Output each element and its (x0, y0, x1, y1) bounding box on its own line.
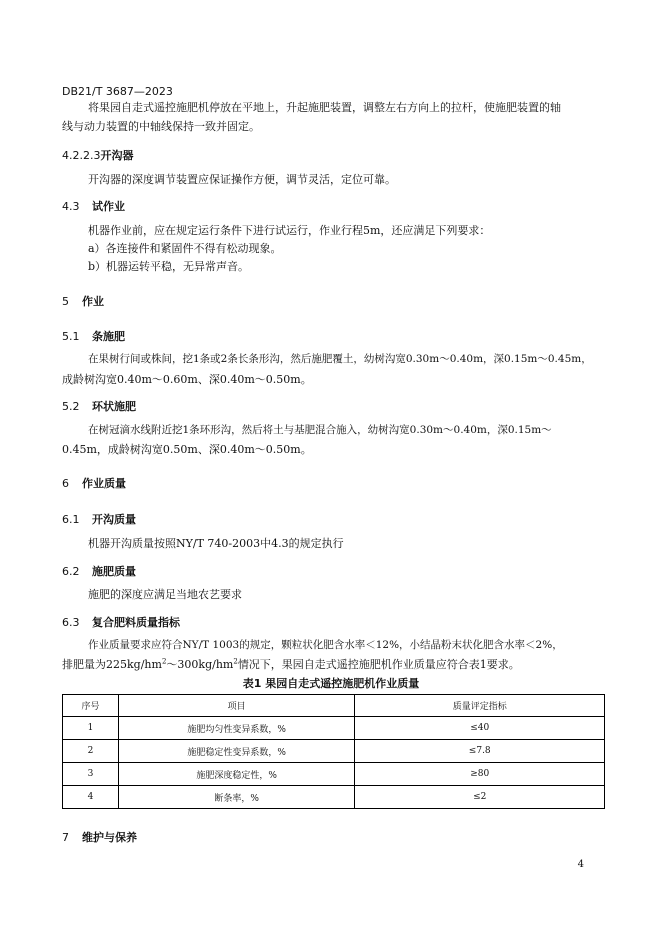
paragraph: 成龄树沟宽0.40m～0.60m、深0.40m～0.50m。 (62, 373, 312, 386)
table-header-row (63, 695, 605, 717)
cell-item: 施肥均匀性变异系数，% (118, 717, 355, 740)
table-row (63, 740, 605, 763)
cell-no: 3 (63, 763, 119, 786)
table-row (63, 763, 605, 786)
heading-5-2 (62, 398, 136, 414)
heading-number: 5 (62, 295, 69, 308)
paragraph: 开沟器的深度调节装置应保证操作方便，调节灵活，定位可靠。 (88, 173, 396, 186)
paragraph: 施肥的深度应满足当地农艺要求 (88, 588, 242, 601)
heading-4-3 (62, 198, 125, 214)
table-row (63, 786, 605, 809)
heading-title: 作业 (82, 295, 104, 308)
paragraph-with-units: 排肥量为$225kg/hm^2\sim 300kg/hm^2$情况下，果园自走式遥控施肥机作业质量应符合表1要求。 (62, 657, 520, 671)
heading-number: 5.2 (62, 400, 80, 413)
heading-number: 6.2 (62, 565, 80, 578)
heading-5-1 (62, 328, 125, 344)
heading-title: 复合肥料质量指标 (92, 616, 180, 629)
heading-4-2-2-3 (62, 147, 133, 163)
cell-index: ≥80 (355, 763, 605, 786)
heading-6-1 (62, 511, 136, 527)
heading-number: 4.2.2.3 (62, 149, 101, 162)
cell-no: 1 (63, 717, 119, 740)
table-caption: 表1 果园自走式遥控施肥机作业质量 (242, 677, 420, 690)
heading-number: 4.3 (62, 200, 80, 213)
paragraph: 在果树行间或株间，挖1条或2条长条形沟，然后施肥覆土，幼树沟宽0.30m～0.40m，深0.15m～0.45m， (88, 353, 592, 365)
document-id: DB21/T 3687—2023 (62, 85, 173, 98)
column-header-item: 项目 (118, 695, 355, 717)
heading-title: 维护与保养 (82, 831, 137, 844)
heading-5 (62, 293, 104, 309)
paragraph: 0.45m，成龄树沟宽0.50m、深0.40m～0.50m。 (62, 443, 312, 456)
heading-title: 开沟器 (100, 149, 134, 162)
list-item-a: a）各连接件和紧固件不得有松动现象。 (88, 242, 282, 255)
paragraph: 在树冠滴水线附近挖1条环形沟，然后将土与基肥混合施入，幼树沟宽0.30m～0.40m，深0.15m～ (88, 424, 552, 436)
quality-table (62, 694, 605, 809)
paragraph: 机器开沟质量按照NY/T 740-2003中4.3的规定执行 (88, 537, 344, 550)
intro-line-2: 线与动力装置的中轴线保持一致并固定。 (62, 120, 260, 133)
cell-index: ≤40 (355, 717, 605, 740)
heading-title: 作业质量 (82, 477, 126, 490)
paragraph: 作业质量要求应符合NY/T 1003的规定，颗粒状化肥含水率＜12%，小结晶粉末状化肥含水率＜2%， (88, 639, 563, 651)
cell-no: 4 (63, 786, 119, 809)
cell-index: ≤2 (355, 786, 605, 809)
cell-index: ≤7.8 (355, 740, 605, 763)
heading-title: 环状施肥 (92, 400, 136, 413)
column-header-index: 质量评定指标 (355, 695, 605, 717)
table-row (63, 717, 605, 740)
cell-item: 施肥深度稳定性，% (118, 763, 355, 786)
page-number: 4 (577, 859, 584, 870)
heading-number: 5.1 (62, 330, 80, 343)
heading-number: 6.3 (62, 616, 80, 629)
heading-title: 条施肥 (92, 330, 125, 343)
heading-number: 7 (62, 831, 69, 844)
heading-7 (62, 829, 137, 845)
heading-number: 6.1 (62, 513, 80, 526)
cell-no: 2 (63, 740, 119, 763)
cell-item: 断条率，% (118, 786, 355, 809)
intro-line-1: 将果园自走式遥控施肥机停放在平地上，升起施肥装置，调整左右方向上的拉杆，使施肥装置的轴 (88, 101, 561, 114)
paragraph: 机器作业前，应在规定运行条件下进行试运行，作业行程5m，还应满足下列要求： (88, 224, 491, 237)
heading-title: 试作业 (92, 200, 125, 213)
heading-title: 开沟质量 (92, 513, 136, 526)
list-item-b: b）机器运转平稳，无异常声音。 (88, 260, 250, 273)
heading-6-2 (62, 563, 136, 579)
heading-number: 6 (62, 477, 69, 490)
heading-6-3 (62, 614, 180, 630)
heading-6 (62, 475, 126, 491)
heading-title: 施肥质量 (92, 565, 136, 578)
cell-item: 施肥稳定性变异系数，% (118, 740, 355, 763)
column-header-no: 序号 (63, 695, 119, 717)
